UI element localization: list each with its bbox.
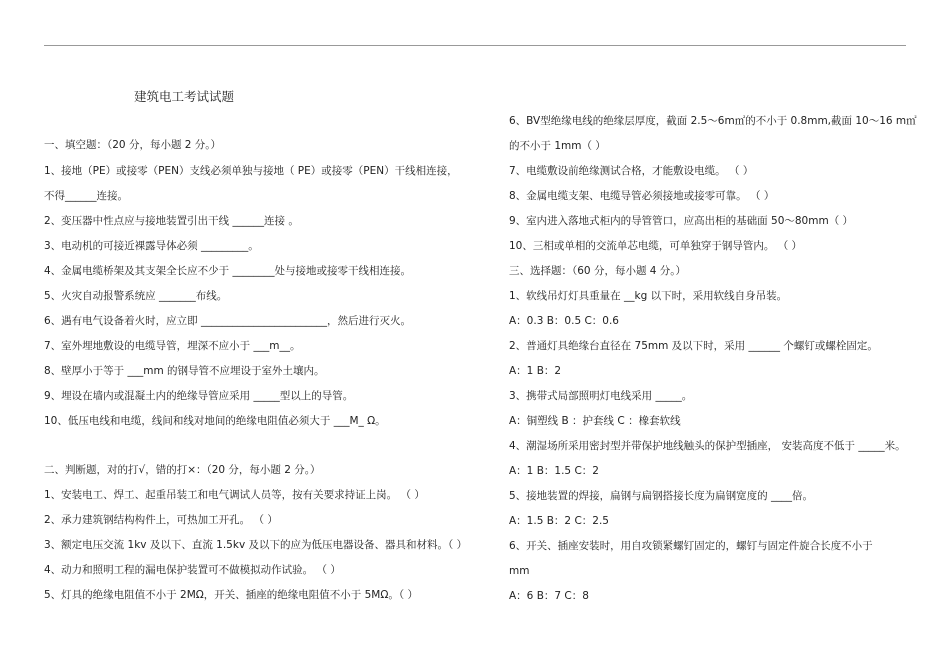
question-line: 2、普通灯具绝缘台直径在 75mm 及以下时，采用 ______ 个螺钉或螺栓固定。 <box>509 340 878 352</box>
question-line: 6、遇有电气设备着火时，应立即 ________________________，然后进行灭火。 <box>44 315 412 327</box>
question-line: 1、软线吊灯灯具重量在 __kg 以下时，采用软线自身吊装。 <box>509 290 788 302</box>
question-line: 1、接地（PE）或接零（PEN）支线必须单独与接地（ PE）或接零（PEN）干线相连接， <box>44 165 458 177</box>
question-line: 6、BV型绝缘电线的绝缘层厚度，截面 2.5～6m㎡的不小于 0.8mm,截面 10～16 m㎡ <box>509 115 917 127</box>
question-line: 3、电动机的可接近裸露导体必须 _________。 <box>44 240 259 252</box>
section-heading-fill-in: 一、填空题：（20 分，每小题 2 分。） <box>44 139 222 151</box>
question-line: 1、安装电工、焊工、起重吊装工和电气调试人员等，按有关要求持证上岗。 （ ） <box>44 489 425 501</box>
question-line: 4、金属电缆桥架及其支架全长应不少于 ________处与接地或接零干线相连接。 <box>44 265 412 277</box>
answer-options: A：1.5 B：2 C：2.5 <box>509 515 609 527</box>
question-line: 8、金属电缆支架、电缆导管必须接地或接零可靠。 （ ） <box>509 190 775 202</box>
answer-options: A：1 B：1.5 C：2 <box>509 465 599 477</box>
answer-options: A：铜塑线 B ：护套线 C ：橡套软线 <box>509 415 681 427</box>
question-line: 2、变压器中性点应与接地装置引出干线 ______连接 。 <box>44 215 299 227</box>
section-heading-true-false: 二、判断题，对的打√，错的打×：（20 分，每小题 2 分。） <box>44 464 321 476</box>
answer-options: A：1 B：2 <box>509 365 562 377</box>
question-line: 的不小于 1mm（ ） <box>509 140 606 152</box>
question-line: 5、火灾自动报警系统应 _______布线。 <box>44 290 228 302</box>
question-line: mm <box>509 565 530 577</box>
answer-options: A：6 B：7 C：8 <box>509 590 589 602</box>
question-line: 9、埋设在墙内或混凝土内的绝缘导管应采用 _____型以上的导管。 <box>44 390 354 402</box>
question-line: 不得______连接。 <box>44 190 128 202</box>
question-line: 9、室内进入落地式柜内的导管管口，应高出柜的基础面 50～80mm（ ） <box>509 215 854 227</box>
question-line: 7、电缆敷设前绝缘测试合格，才能敷设电缆。 （ ） <box>509 165 754 177</box>
question-line: 10、三相或单相的交流单芯电缆，可单独穿于钢导管内。 （ ） <box>509 240 803 252</box>
page-title: 建筑电工考试试题 <box>134 89 235 104</box>
question-line: 2、承力建筑钢结构构件上，可热加工开孔。 （ ） <box>44 514 278 526</box>
question-line: 5、接地装置的焊接，扁钢与扁钢搭接长度为扁钢宽度的 ____倍。 <box>509 490 814 502</box>
question-line: 6、开关、插座安装时，用自攻锁紧螺钉固定的，螺钉与固定件旋合长度不小于 <box>509 540 873 552</box>
question-line: 8、壁厚小于等于 ___mm 的钢导管不应埋设于室外土壤内。 <box>44 365 325 377</box>
question-line: 3、携带式局部照明灯电线采用 _____。 <box>509 390 693 402</box>
question-line: 10、低压电线和电缆，线间和线对地间的绝缘电阻值必须大于 ___M_ Ω。 <box>44 415 386 427</box>
question-line: 5、灯具的绝缘电阻值不小于 2MΩ，开关、插座的绝缘电阻值不小于 5MΩ。（ ） <box>44 589 418 601</box>
question-line: 7、室外埋地敷设的电缆导管，埋深不应小于 ___m__。 <box>44 340 301 352</box>
question-line: 3、额定电压交流 1kv 及以下、直流 1.5kv 及以下的应为低压电器设备、器具和材料。（ ） <box>44 539 468 551</box>
header-rule <box>44 45 906 46</box>
question-line: 4、动力和照明工程的漏电保护装置可不做模拟动作试验。 （ ） <box>44 564 341 576</box>
section-heading-multiple-choice: 三、选择题：（60 分，每小题 4 分。） <box>509 265 687 277</box>
question-line: 4、潮湿场所采用密封型并带保护地线触头的保护型插座， 安装高度不低于 _____米。 <box>509 440 906 452</box>
answer-options: A：0.3 B：0.5 C：0.6 <box>509 315 619 327</box>
